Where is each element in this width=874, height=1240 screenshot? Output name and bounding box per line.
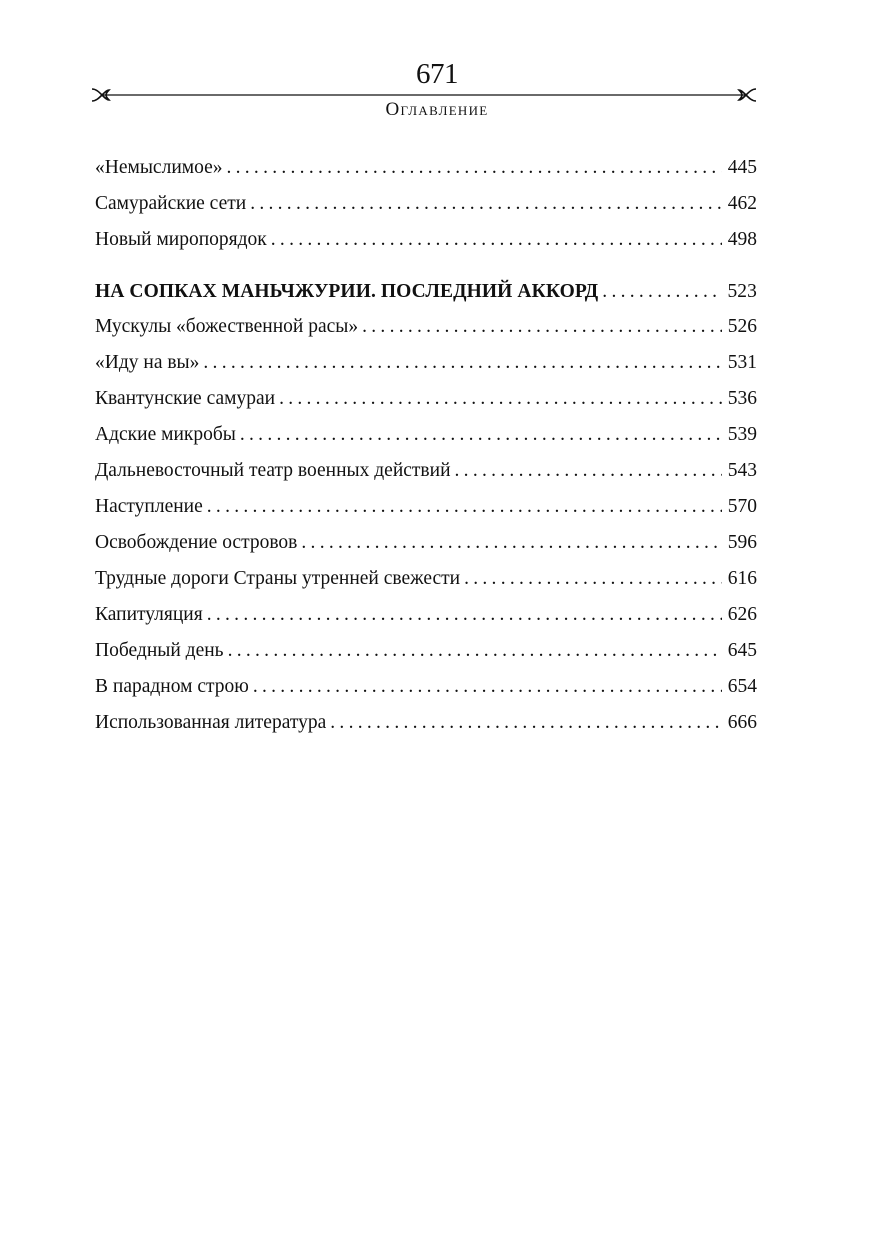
toc-entry-title: Трудные дороги Страны утренней свежести — [95, 568, 461, 589]
toc-leader-dots — [330, 709, 721, 737]
toc-leader-dots — [602, 278, 721, 306]
toc-entry-title: Квантунские самураи — [95, 388, 276, 409]
toc-leader-dots — [250, 190, 722, 218]
toc-entry-page: 596 — [727, 532, 757, 553]
toc-entry-page: 523 — [727, 281, 757, 302]
toc-leader-dots — [279, 385, 722, 413]
toc-section-entry — [95, 278, 757, 306]
toc-entry — [95, 709, 757, 737]
toc-leader-dots — [271, 226, 722, 254]
toc-entry-title: В парадном строю — [95, 676, 249, 697]
toc-entry-page: 666 — [727, 712, 757, 733]
toc-entry-page: 445 — [727, 157, 757, 178]
toc-entry-title: Самурайские сети — [95, 193, 247, 214]
toc-entry-page: 536 — [727, 388, 757, 409]
running-head: Оглавление — [385, 99, 489, 120]
toc-entry-title: Освобождение островов — [95, 532, 298, 553]
toc-entry — [95, 565, 757, 593]
toc-leader-dots — [207, 601, 722, 629]
toc-entry — [95, 154, 757, 182]
toc-leader-dots — [362, 313, 722, 341]
toc-entry-title: Победный день — [95, 640, 224, 661]
toc-entry — [95, 457, 757, 485]
toc-entry-page: 645 — [727, 640, 757, 661]
toc-entry-title: Использованная литература — [95, 712, 327, 733]
toc-entry-page: 498 — [727, 229, 757, 250]
toc-entry — [95, 190, 757, 218]
toc-entry-page: 531 — [727, 352, 757, 373]
toc-entry — [95, 637, 757, 665]
toc-entry — [95, 385, 757, 413]
toc-entry — [95, 529, 757, 557]
toc-entry-title: Адские микробы — [95, 424, 236, 445]
toc-leader-dots — [253, 673, 722, 701]
toc-entry — [95, 349, 757, 377]
toc-entry-title: «Немыслимое» — [95, 157, 223, 178]
toc-entry-title: Новый миропорядок — [95, 229, 267, 250]
toc-leader-dots — [203, 349, 721, 377]
toc-entry-page: 526 — [727, 316, 757, 337]
toc-entry-title: Мускулы «божественной расы» — [95, 316, 359, 337]
toc-entry-title: «Иду на вы» — [95, 352, 200, 373]
toc-entry — [95, 421, 757, 449]
page-number: 671 — [416, 58, 458, 90]
toc-leader-dots — [226, 154, 721, 182]
toc-entry-title: Капитуляция — [95, 604, 203, 625]
toc-entry — [95, 226, 757, 254]
toc-entry — [95, 313, 757, 341]
toc-leader-dots — [301, 529, 721, 557]
toc-entry — [95, 493, 757, 521]
toc-entry-page: 654 — [727, 676, 757, 697]
toc-entry-title: Наступление — [95, 496, 203, 517]
toc-entry-page: 570 — [727, 496, 757, 517]
toc-entry-page: 539 — [727, 424, 757, 445]
toc-leader-dots — [455, 457, 722, 485]
toc-entry-page: 626 — [727, 604, 757, 625]
toc-entry-page: 543 — [727, 460, 757, 481]
toc-section-title: НА СОПКАХ МАНЬЧЖУРИИ. ПОСЛЕДНИЙ АККОРД — [95, 281, 599, 302]
toc-entry — [95, 601, 757, 629]
toc-entry-page: 462 — [727, 193, 757, 214]
toc-entry-title: Дальневосточный театр военных действий — [95, 460, 451, 481]
toc-leader-dots — [240, 421, 722, 449]
toc-leader-dots — [207, 493, 722, 521]
toc-entry-page: 616 — [727, 568, 757, 589]
toc-entry — [95, 673, 757, 701]
toc-leader-dots — [464, 565, 722, 593]
toc-leader-dots — [228, 637, 722, 665]
